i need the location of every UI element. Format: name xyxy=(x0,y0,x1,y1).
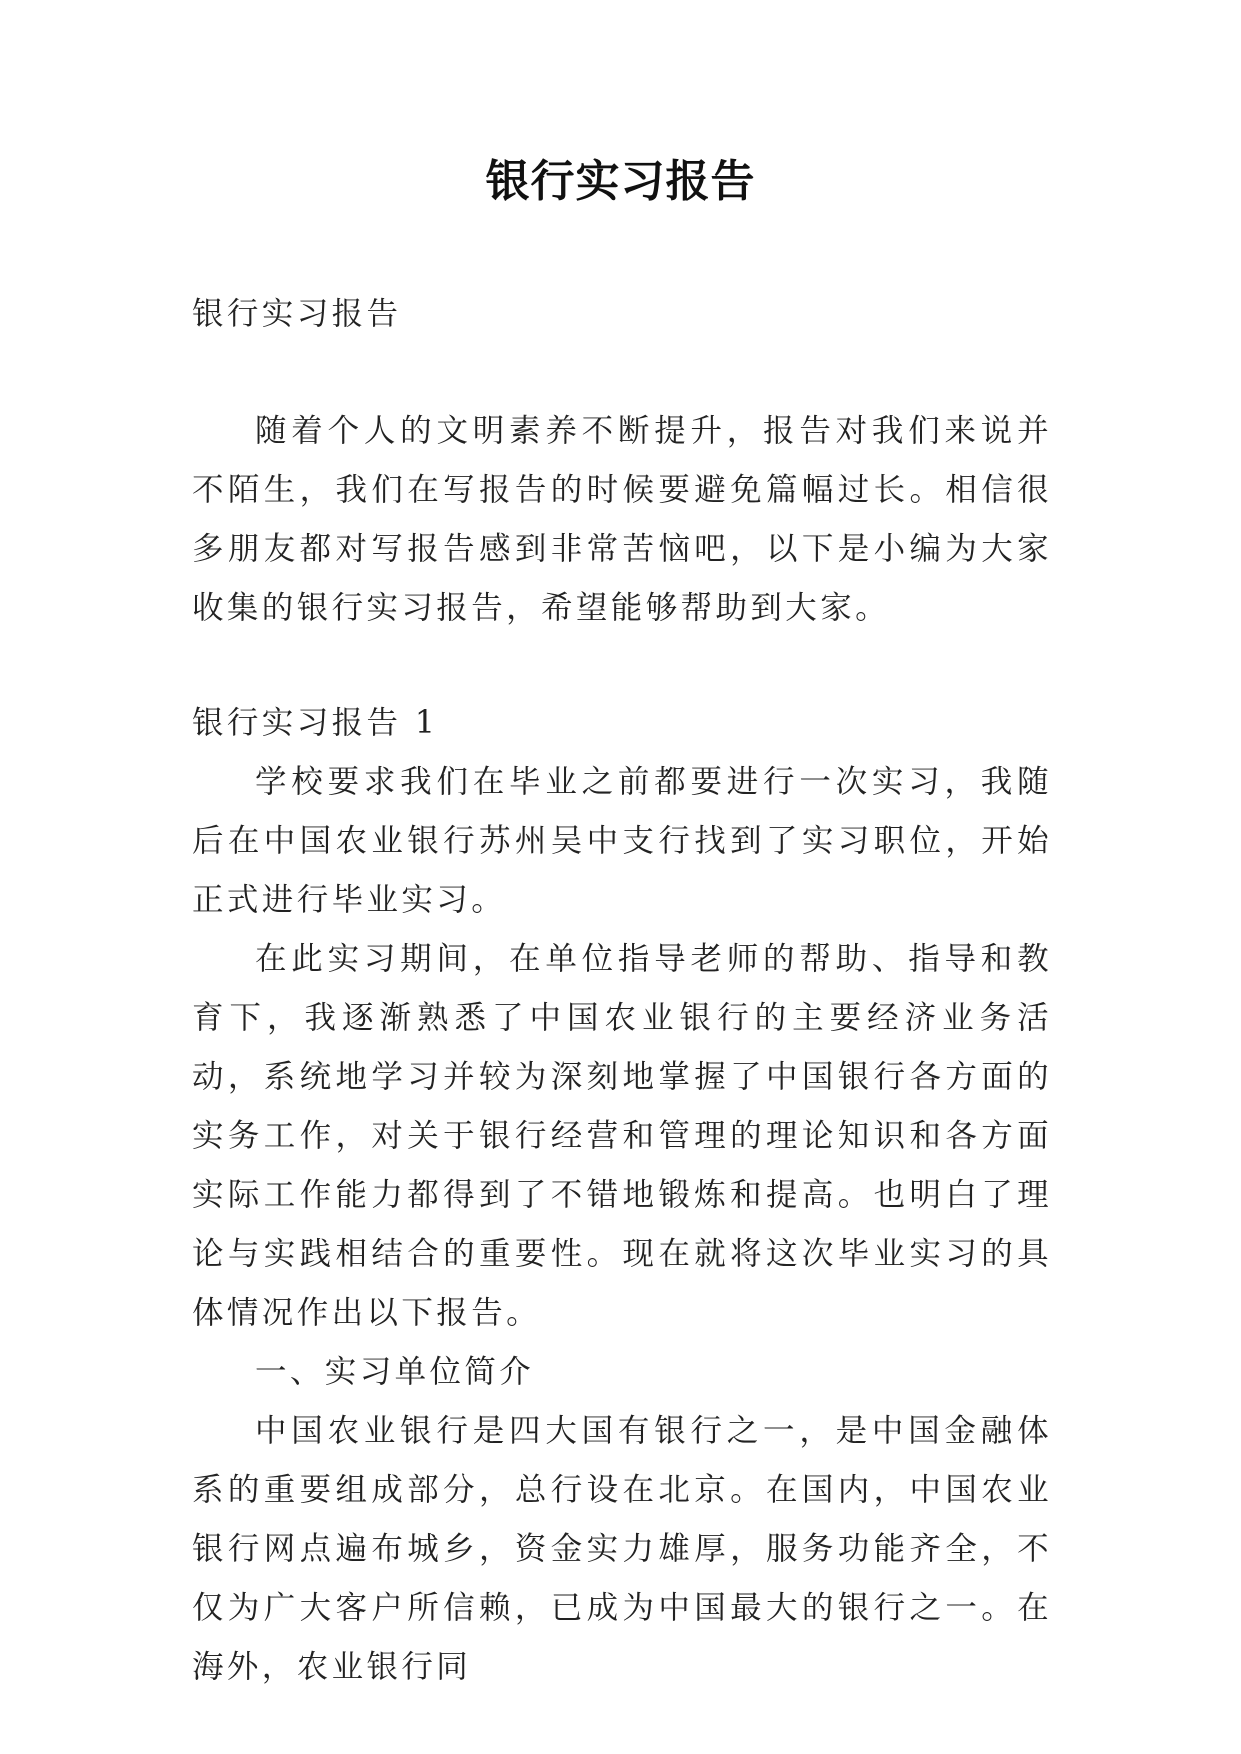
body-paragraph: 在此实习期间，在单位指导老师的帮助、指导和教育下，我逐渐熟悉了中国农业银行的主要经济业务活动，系统地学习并较为深刻地掌握了中国银行各方面的实务工作，对关于银行经营和管理的理论知识和各方面实际工作能力都得到了不错地锻炼和提高。也明白了理论与实践相结合的重要性。现在就将这次毕业实习的具体情况作出以下报告。 xyxy=(192,941,1052,1331)
intro-paragraph: 随着个人的文明素养不断提升，报告对我们来说并不陌生，我们在写报告的时候要避免篇幅过长。相信很多朋友都对写报告感到非常苦恼吧，以下是小编为大家收集的银行实习报告，希望能够帮助到大家。 xyxy=(192,413,1052,626)
section-subheading: 一、实习单位简介 xyxy=(255,1354,535,1390)
report-section xyxy=(192,694,1052,1697)
document-title: 银行实习报告 xyxy=(485,156,756,207)
subtitle-text: 银行实习报告 xyxy=(192,296,402,332)
document-subtitle xyxy=(192,285,1052,344)
intro-section xyxy=(192,402,1052,638)
body-paragraph: 中国农业银行是四大国有银行之一，是中国金融体系的重要组成部分，总行设在北京。在国内，中国农业银行网点遍布城乡，资金实力雄厚，服务功能齐全，不仅为广大客户所信赖，已成为中国最大的银行之一。在海外，农业银行同 xyxy=(192,1413,1052,1685)
body-paragraph: 学校要求我们在毕业之前都要进行一次实习，我随后在中国农业银行苏州吴中支行找到了实习职位，开始正式进行毕业实习。 xyxy=(192,764,1052,918)
section-heading: 银行实习报告 1 xyxy=(192,705,439,741)
